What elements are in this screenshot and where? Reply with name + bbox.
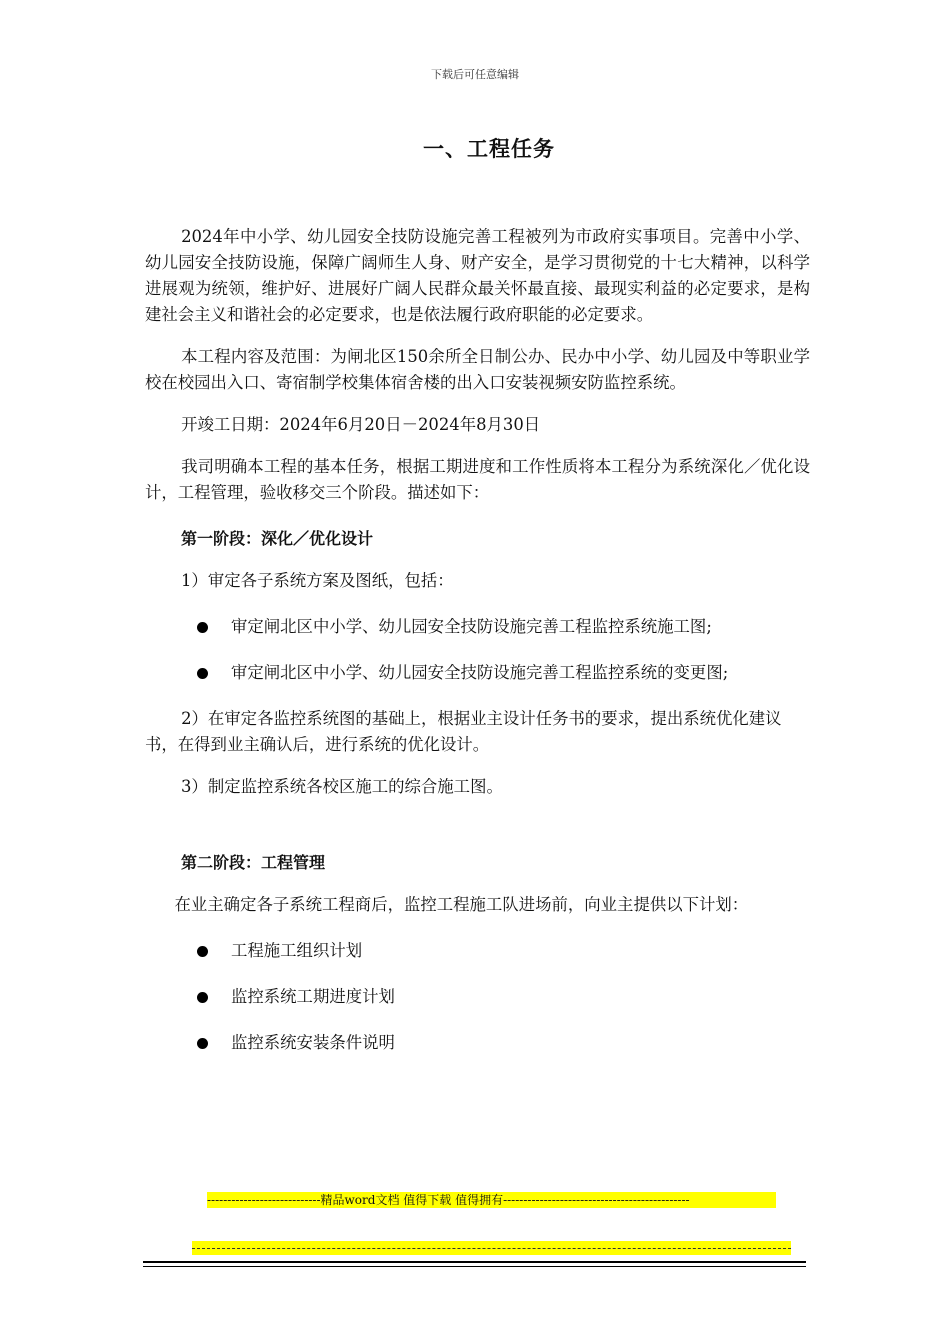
header-note: 下载后可任意编辑 bbox=[431, 68, 519, 81]
stage2-heading: 第二阶段：工程管理 bbox=[181, 853, 326, 872]
footer-rule-thick bbox=[143, 1261, 806, 1263]
footer-dashed-line bbox=[192, 1241, 791, 1255]
bullet-dot-icon bbox=[197, 622, 208, 633]
stage2-intro: 在业主确定各子系统工程商后，监控工程施工队进场前，向业主提供以下计划： bbox=[174, 895, 749, 914]
paragraph-tasks: 我司明确本工程的基本任务，根据工期进度和工作性质将本工程分为系统深化／优化设计，工程管理，验收移交三个阶段。描述如下： bbox=[145, 457, 810, 502]
stage2-bullet bbox=[145, 1030, 810, 1056]
bullet-text: 监控系统工期进度计划 bbox=[231, 987, 395, 1006]
page-title: 一、工程任务 bbox=[423, 137, 555, 161]
stage1-bullet bbox=[145, 660, 810, 686]
paragraph-intro: 2024年中小学、幼儿园安全技防设施完善工程被列为市政府实事项目。完善中小学、幼儿园安全技防设施，保障广阔师生人身、财产安全，是学习贯彻党的十七大精神，以科学进展观为统领，维护好、进展好广阔人民群众最关怀最直接、最现实利益的必定要求，是构建社会主义和谐社会的必定要求，也是依法履行政府职能的必定要求。 bbox=[145, 227, 810, 324]
bullet-dot-icon bbox=[197, 992, 208, 1003]
document-body bbox=[145, 224, 810, 1056]
bullet-text: 审定闸北区中小学、幼儿园安全技防设施完善工程监控系统的变更图; bbox=[231, 663, 729, 682]
stage1-step3: 3）制定监控系统各校区施工的综合施工图。 bbox=[181, 777, 503, 796]
footer-rule-thin bbox=[143, 1266, 806, 1267]
stage2-bullet bbox=[145, 938, 810, 964]
bullet-dot-icon bbox=[197, 668, 208, 679]
stage2-bullet bbox=[145, 984, 810, 1010]
paragraph-scope: 本工程内容及范围：为闸北区150余所全日制公办、民办中小学、幼儿园及中等职业学校在校园出入口、寄宿制学校集体宿舍楼的出入口安装视频安防监控系统。 bbox=[145, 347, 810, 392]
bullet-dot-icon bbox=[197, 1038, 208, 1049]
paragraph-dates: 开竣工日期：2024年6月20日－2024年8月30日 bbox=[181, 415, 541, 434]
footer-banner: ----------------------------精品word文档 值得下载 值得拥有---------------------------------------------- bbox=[207, 1192, 776, 1208]
bullet-dot-icon bbox=[197, 946, 208, 957]
dashed-divider bbox=[192, 1248, 791, 1249]
stage1-step1: 1）审定各子系统方案及图纸，包括： bbox=[181, 571, 454, 590]
bullet-text: 审定闸北区中小学、幼儿园安全技防设施完善工程监控系统施工图; bbox=[231, 617, 712, 636]
stage1-bullet bbox=[145, 614, 810, 640]
bullet-text: 监控系统安装条件说明 bbox=[231, 1033, 395, 1052]
bullet-text: 工程施工组织计划 bbox=[231, 941, 363, 960]
stage1-heading: 第一阶段：深化／优化设计 bbox=[181, 529, 374, 548]
stage1-step2: 2）在审定各监控系统图的基础上，根据业主设计任务书的要求，提出系统优化建议书，在得到业主确认后，进行系统的优化设计。 bbox=[145, 709, 782, 754]
